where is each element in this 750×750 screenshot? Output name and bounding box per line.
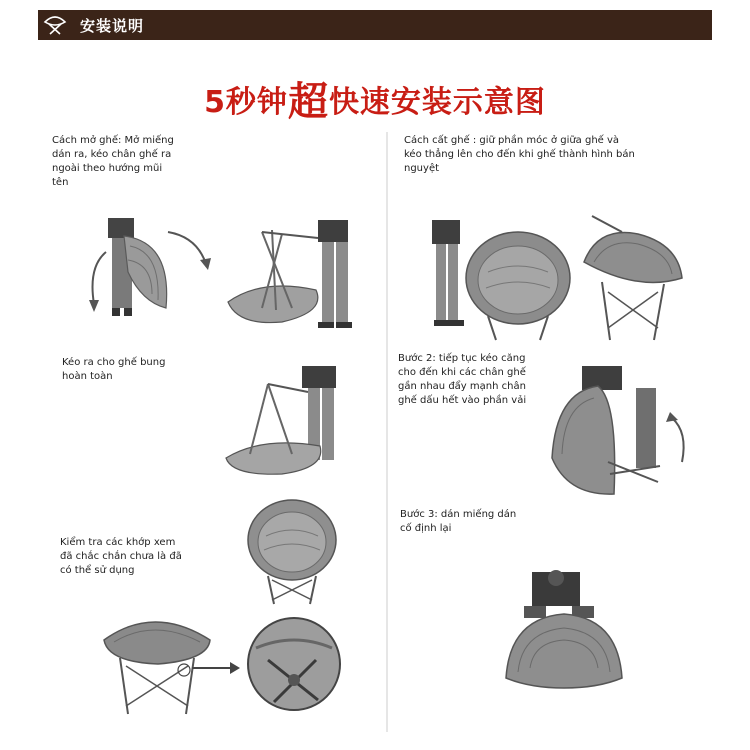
caption-line: Bước 2: tiếp tục kéo căng — [398, 353, 526, 364]
moon-chair-logo-icon — [40, 10, 70, 40]
unfold-chair-photo — [82, 212, 222, 332]
header-bar — [38, 10, 712, 40]
caption-line: Kéo ra cho ghế bung — [62, 357, 166, 368]
half-moon-chair-photo — [578, 212, 688, 346]
caption-line: có thể sử dụng — [60, 565, 135, 576]
caption-line: Cách cất ghế : giữ phần móc ở giữa ghế và — [404, 135, 620, 146]
left-step2-caption — [62, 356, 192, 384]
zoom-arrow-icon — [192, 656, 242, 676]
caption-line: cố định lại — [400, 523, 452, 534]
right-step2-caption — [398, 352, 538, 408]
caption-line: ngoài theo hướng mũi — [52, 163, 163, 174]
chair-spread-photo — [222, 362, 362, 480]
caption-line: nguyệt — [404, 163, 440, 174]
caption-line: gần nhau đẩy mạnh chân — [398, 381, 526, 392]
left-step3-caption — [60, 536, 200, 578]
caption-line: Cách mở ghế: Mở miếng — [52, 135, 174, 146]
push-legs-photo — [548, 362, 698, 498]
caption-line: Bước 3: dán miếng dán — [400, 509, 517, 520]
lift-chair-photo — [428, 214, 578, 344]
caption-line: ghế dấu hết vào phần vải — [398, 395, 527, 406]
open-chair-floor-photo — [222, 212, 362, 336]
right-step1-caption — [404, 134, 644, 176]
right-step3-caption — [400, 508, 540, 536]
left-step1-caption — [52, 134, 212, 190]
caption-line: dán ra, kéo chân ghế ra — [52, 149, 172, 160]
joint-detail-photo — [246, 614, 342, 714]
page-title — [0, 70, 750, 127]
title-part-2: 快速安装示意图 — [328, 85, 546, 120]
caption-line: tên — [52, 177, 69, 188]
column-divider — [386, 132, 388, 732]
header-title: 安装说明 — [80, 16, 145, 35]
caption-line: kéo thẳng lên cho đến khi ghế thành hình bán — [404, 149, 635, 160]
caption-line: đã chắc chắn chưa là đã — [60, 551, 182, 562]
caption-line: cho đến khi các chân ghế — [398, 367, 526, 378]
finished-chair-photo — [242, 496, 342, 608]
title-part-1: 5秒钟 — [204, 85, 288, 120]
caption-line: hoàn toàn — [62, 371, 113, 382]
fasten-strap-photo — [500, 568, 632, 694]
caption-line: Kiểm tra các khớp xem — [60, 537, 176, 548]
title-emphasis: 超 — [287, 79, 329, 125]
